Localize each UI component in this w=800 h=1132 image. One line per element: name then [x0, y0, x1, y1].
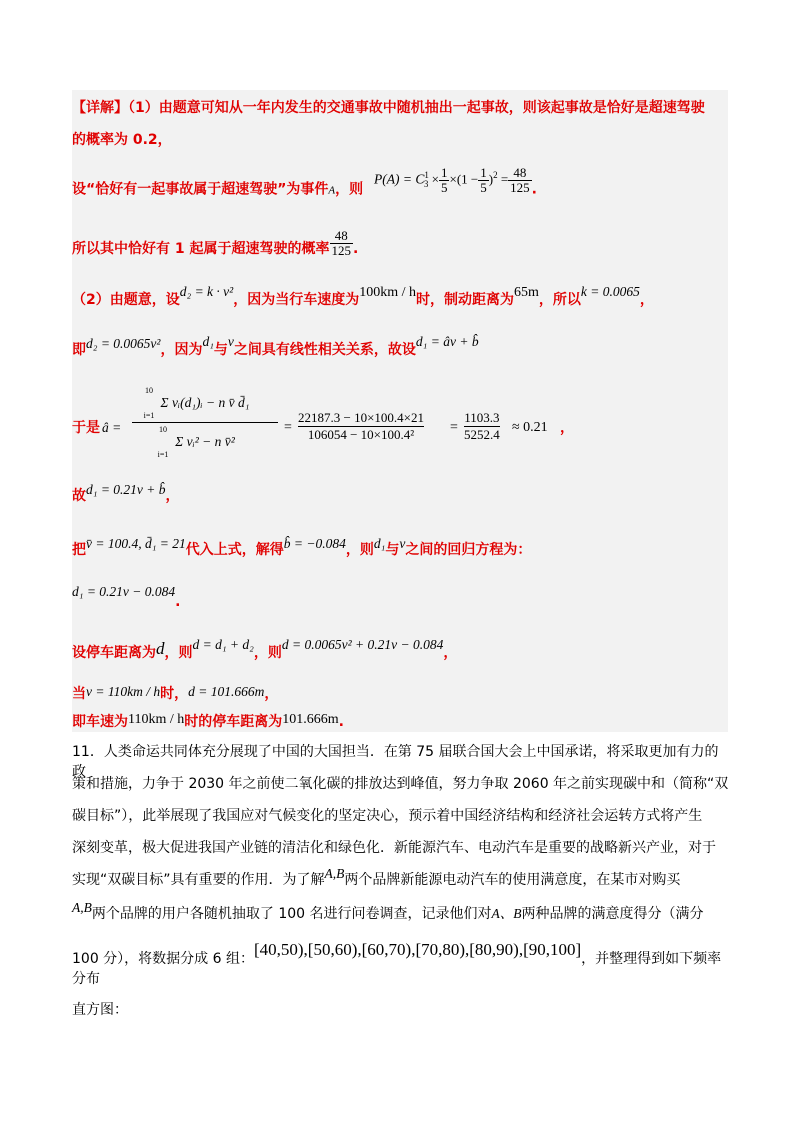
solution-line-4: 所以其中恰好有 1 起属于超速驾驶的概率 $\frac{48}{125}$ .: [72, 227, 359, 258]
solution-line-13: 即车速为110km / h时的停车距离为101.666m.: [72, 712, 344, 730]
problem-11-line-7: 100 分），将数据分成 6 组：[40,50),[50,60),[60,70),[70,80),[80,90),[90,100]，并整理得到如下频率分布: [72, 940, 722, 987]
solution-line-5: （2）由题意，设d₂ = k · v²，因为当行车速度为100km / h时，制动距离为65m，所以k = 0.0065，: [72, 284, 654, 308]
solution-line-2: 的概率为 0.2，: [72, 132, 172, 148]
problem-11-line-4: 深刻变革，极大促进我国产业链的清洁化和绿色化．新能源汽车、电动汽车是重要的战略新兴产业，对于: [72, 840, 716, 856]
problem-11-line-3: 碳目标”），此举展现了我国应对气候变化的坚定决心，预示着中国经济结构和经济社会运转方式将产生: [72, 808, 703, 824]
problem-11-line-2: 策和措施，力争于 2030 年之前使二氧化碳的排放达到峰值，努力争取 2060 年之前实现碳中和（简称“双: [72, 776, 729, 792]
solution-line-8: 故d₁ = 0.21v + b̂，: [72, 482, 180, 504]
solution-line-10: d₁ = 0.21v − 0.084.: [72, 584, 181, 610]
problem-11-line-1: 11．人类命运共同体充分展现了中国的大国担当．在第 75 届联合国大会上中国承诺，将采取更加有力的政: [72, 744, 719, 780]
problem-11-line-6: A,B两个品牌的用户各随机抽取了 100 名进行问卷调查，记录他们对A、B两种品牌的满意度得分（满分: [72, 900, 704, 922]
solution-line-11: 设停车距离为d，则d = d₁ + d₂，则d = 0.0065v² + 0.21v − 0.084，: [72, 637, 458, 661]
probability-formula: $P(A) = C^1_3$ × $\frac{1}{5}$ ×(1 − $\frac{1}{5}$ )$^2$ = $\frac{48}{125}$: [374, 164, 530, 195]
solution-line-3: 设“恰好有一起事故属于超速驾驶”为事件A，则 $P(A) = C^1_3$ × $\frac{1}{5}$ ×(1 − $\frac{1}{5}$ )$^2$ = $\frac{48}{125}$ .: [72, 170, 537, 209]
solution-line-6: 即d₂ = 0.0065v²，因为d₁与v之间具有线性相关关系，故设d₁ = âv + b̂: [72, 334, 479, 358]
ahat-big-fraction: 10 Σ vᵢ(d₁)ᵢ − n v̄ d̄₁ i=1 10 Σ vᵢ² − n v̄² i=1: [132, 386, 278, 459]
problem-11-line-5: 实现“双碳目标”具有重要的作用．为了解A,B两个品牌新能源电动汽车的使用满意度，在某市对购买: [72, 866, 681, 888]
solution-line-12: 当v = 110km / h时，d = 101.666m，: [72, 684, 279, 702]
solution-line-1: 【详解】（1）由题意可知从一年内发生的交通事故中随机抽出一起事故，则该起事故是恰好是超速驾驶: [72, 100, 705, 116]
problem-11-line-8: 直方图：: [72, 1002, 128, 1018]
solution-line-9: 把v̄ = 100.4, d̄₁ = 21代入上式，解得b̂ = −0.084，则d₁与v之间的回归方程为：: [72, 536, 532, 558]
detail-label: 【详解】: [72, 100, 128, 116]
